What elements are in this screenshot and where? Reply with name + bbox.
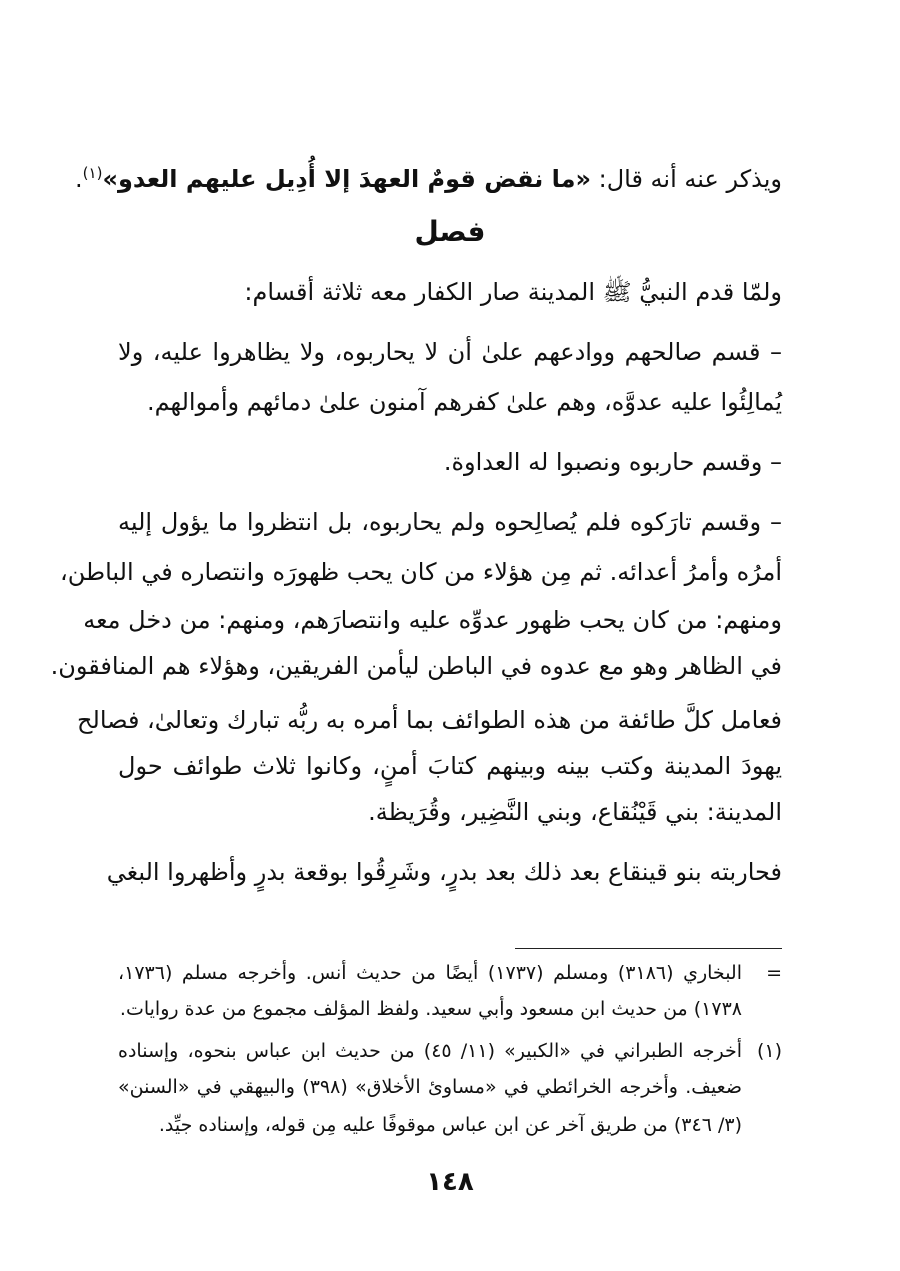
body-line: – وقسم تارَكوه فلم يُصالِحوه ولم يحاربوه، بل انتظروا ما يؤول إليه — [118, 508, 782, 536]
footnote-line — [118, 1072, 782, 1102]
footnote-text: البخاري (٣١٨٦) ومسلم (١٧٣٧) أيضًا من حديث أنس. وأخرجه مسلم (١٧٣٦، — [118, 962, 742, 984]
footnote-reference[interactable]: (١) — [82, 164, 103, 182]
footnote-line — [118, 958, 782, 988]
body-line: يهودَ المدينة وكتب بينه وبينهم كتابَ أمنٍ، وكانوا ثلاث طوائف حول — [118, 752, 782, 780]
intro-line — [75, 153, 782, 199]
body-line: – وقسم حاربوه ونصبوا له العداوة. — [443, 448, 782, 476]
body-line: المدينة: بني قَيْنُقاع، وبني النَّضِير، وقُرَيظة. — [368, 798, 782, 826]
body-line: – قسم صالحهم ووادعهم علىٰ أن لا يحاربوه، ولا يظاهروا عليه، ولا — [118, 338, 782, 366]
footnote-line — [118, 1110, 782, 1140]
body-line: ومنهم: من كان يحب ظهور عدوِّه عليه وانتصارَهم، ومنهم: من دخل معه — [83, 606, 782, 634]
footnote-text: (٣/ ٣٤٦) من طريق آخر عن ابن عباس موقوفًا عليه مِن قوله، وإسناده جيِّد. — [158, 1114, 742, 1136]
intro-end: . — [75, 165, 83, 193]
section-heading: فصل — [414, 215, 486, 248]
footnote-mark: (١) — [756, 1040, 782, 1062]
page-number: ١٤٨ — [426, 1167, 474, 1197]
footnote-separator — [515, 948, 782, 949]
footnote-text: ١٧٣٨) من حديث ابن مسعود وأبي سعيد. ولفظ المؤلف مجموع من عدة روايات. — [119, 998, 742, 1020]
body-line: يُمالِئُوا عليه عدوَّه، وهم علىٰ كفرهم آمنون علىٰ دمائهم وأموالهم. — [146, 388, 782, 416]
footnote-text: ضعيف. وأخرجه الخرائطي في «مساوئ الأخلاق» (٣٩٨) والبيهقي في «السنن» — [118, 1076, 742, 1098]
body-line: فحاربته بنو قينقاع بعد ذلك بعد بدرٍ، وشَرِقُوا بوقعة بدرٍ وأظهروا البغي — [106, 858, 782, 886]
footnote-line — [118, 1036, 782, 1066]
footnote-line — [118, 994, 782, 1024]
hadith-quote: «ما نقض قومٌ العهدَ إلا أُدِيل عليهم العدو» — [102, 165, 591, 193]
body-line: أمرُه وأمرُ أعدائه. ثم مِن هؤلاء من كان يحب ظهورَه وانتصاره في الباطن، — [59, 558, 782, 586]
footnote-text: أخرجه الطبراني في «الكبير» (١١/ ٤٥) من حديث ابن عباس بنحوه، وإسناده — [118, 1040, 742, 1062]
body-line: في الظاهر وهو مع عدوه في الباطن ليأمن الفريقين، وهؤلاء هم المنافقون. — [50, 652, 782, 680]
footnote-mark: = — [766, 962, 782, 984]
intro-prefix: ويذكر عنه أنه قال: — [590, 165, 782, 193]
body-line: فعامل كلَّ طائفة من هذه الطوائف بما أمره به ربُّه تبارك وتعالىٰ، فصالح — [77, 706, 782, 734]
body-line: ولمّا قدم النبيُّ ﷺ المدينة صار الكفار معه ثلاثة أقسام: — [244, 278, 782, 306]
